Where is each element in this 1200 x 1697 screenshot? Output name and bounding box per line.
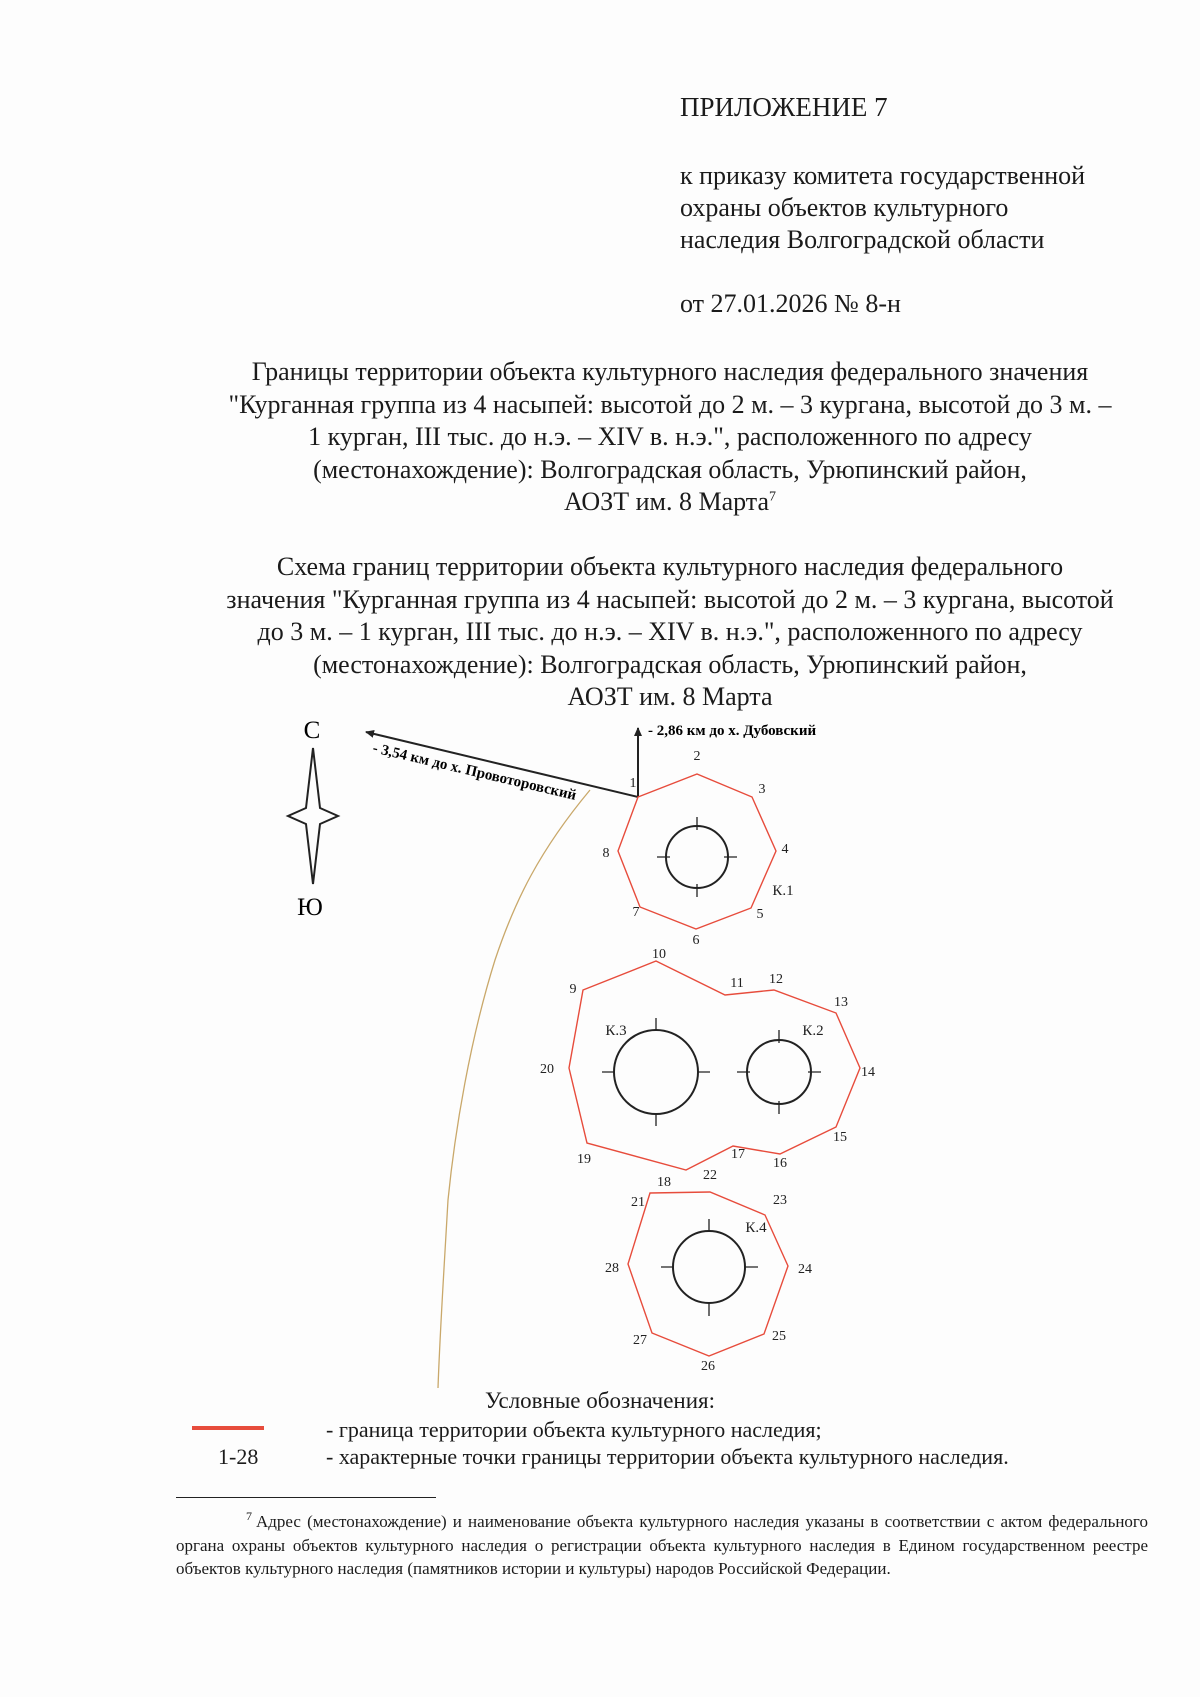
point-label-1: 1 <box>629 776 637 791</box>
boundary-point-labels <box>540 749 875 1374</box>
compass-south-label: Ю <box>297 894 323 921</box>
point-label-2: 2 <box>693 749 701 764</box>
legend-heading: Условные обозначения: <box>484 1388 716 1413</box>
legend-boundary-line <box>192 1426 264 1430</box>
point-label-12: 12 <box>769 972 783 987</box>
title-line: "Курганная группа из 4 насыпей: высотой до 2 м. – 3 кургана, высотой до 3 м. – <box>228 389 1112 419</box>
point-label-23: 23 <box>773 1193 787 1208</box>
boundary-scheme <box>0 700 1200 1390</box>
document-title <box>150 356 1190 519</box>
arrow-to-provotorovsky <box>366 732 638 797</box>
point-label-20: 20 <box>540 1062 554 1077</box>
point-label-14: 14 <box>861 1065 875 1080</box>
point-label-16: 16 <box>773 1156 787 1171</box>
title-line: 1 курган, III тыс. до н.э. – XIV в. н.э.", расположенного по адресу <box>308 422 1032 451</box>
mound-label-1: К.1 <box>772 883 794 899</box>
scheme-title-line: (местонахождение): Волгоградская область, Урюпинский район, <box>313 649 1027 679</box>
distance-dubovsky-label: - 2,86 км до х. Дубовский <box>648 723 817 739</box>
point-label-21: 21 <box>631 1195 645 1210</box>
legend-points-text: - характерные точки границы территории объекта культурного наследия. <box>326 1444 1009 1469</box>
compass-star-icon <box>288 748 338 884</box>
road-curve <box>438 790 590 1388</box>
mound-labels <box>605 883 823 1236</box>
direction-arrows <box>366 723 816 804</box>
footnote-text: Адрес (местонахождение) и наименование объекта культурного наследия указаны в соответствии с актом федерального органа охраны объектов культурного наследия о регистрации объекта культурного наследия в Едином государственном реестре объектов культурного наследия (памятников истории и культуры) народов Российской Федерации. <box>176 1512 1148 1578</box>
scheme-title-line: значения "Курганная группа из 4 насыпей: высотой до 2 м. – 3 кургана, высотой <box>226 584 1114 614</box>
point-label-13: 13 <box>834 995 848 1010</box>
legend-boundary-text: - граница территории объекта культурного наследия; <box>326 1417 822 1442</box>
title-last-text: АОЗТ им. 8 Марта <box>563 487 770 516</box>
point-label-25: 25 <box>772 1329 786 1344</box>
point-label-15: 15 <box>833 1130 847 1145</box>
boundary-polygon-k4 <box>628 1192 788 1356</box>
appendix-to-order <box>680 160 1085 256</box>
footnote <box>176 1510 1148 1581</box>
scheme-title-line: Схема границ территории объекта культурного наследия федерального <box>276 552 1064 581</box>
scheme-title <box>150 551 1190 714</box>
mound-k1 <box>657 817 737 897</box>
appendix-to-order-line: наследия Волгоградской области <box>680 225 1045 254</box>
scheme-title-line: АОЗТ им. 8 Марта <box>567 682 773 711</box>
mound-label-3: К.3 <box>605 1023 627 1039</box>
boundary-polygon-k1 <box>618 774 776 929</box>
point-label-9: 9 <box>569 982 577 997</box>
point-label-7: 7 <box>632 905 640 920</box>
point-label-3: 3 <box>758 782 766 797</box>
distance-provotorovsky-label: - 3,54 км до х. Провоторовский <box>371 740 578 804</box>
point-label-6: 6 <box>692 933 700 948</box>
mound-label-4: К.4 <box>745 1220 767 1236</box>
scheme-title-line: до 3 м. – 1 курган, III тыс. до н.э. – XIV в. н.э.", расположенного по адресу <box>257 617 1083 646</box>
point-label-26: 26 <box>701 1359 715 1374</box>
point-label-28: 28 <box>605 1261 619 1276</box>
title-line-last <box>150 486 1190 519</box>
point-label-10: 10 <box>652 947 666 962</box>
footnote-number: 7 <box>246 1509 252 1524</box>
point-label-22: 22 <box>703 1168 717 1183</box>
title-line: (местонахождение): Волгоградская область, Урюпинский район, <box>313 454 1027 484</box>
boundary-polygon-k2-k3 <box>569 961 860 1170</box>
point-label-18: 18 <box>657 1175 671 1190</box>
point-label-24: 24 <box>798 1262 812 1277</box>
footnote-divider <box>176 1497 436 1498</box>
legend-points-sample: 1-28 <box>218 1444 259 1469</box>
mound-k4 <box>661 1219 758 1316</box>
appendix-title: ПРИЛОЖЕНИЕ 7 <box>680 92 888 122</box>
point-label-5: 5 <box>756 907 764 922</box>
compass-north-label: С <box>303 717 321 744</box>
mound-label-2: К.2 <box>802 1023 824 1039</box>
point-label-8: 8 <box>602 846 610 861</box>
mound-k2 <box>737 1030 821 1114</box>
compass-rose <box>288 717 338 921</box>
point-label-27: 27 <box>633 1333 647 1348</box>
point-label-17: 17 <box>731 1147 745 1162</box>
point-label-19: 19 <box>577 1152 591 1167</box>
appendix-to-order-line: охраны объектов культурного <box>680 193 1009 222</box>
point-label-11: 11 <box>730 976 744 991</box>
appendix-to-order-line: к приказу комитета государственной <box>680 161 1086 190</box>
title-line: Границы территории объекта культурного наследия федерального значения <box>251 357 1089 386</box>
point-label-4: 4 <box>781 842 789 857</box>
appendix-date: от 27.01.2026 № 8-н <box>680 289 901 318</box>
footnote-reference[interactable]: 7 <box>769 489 777 505</box>
